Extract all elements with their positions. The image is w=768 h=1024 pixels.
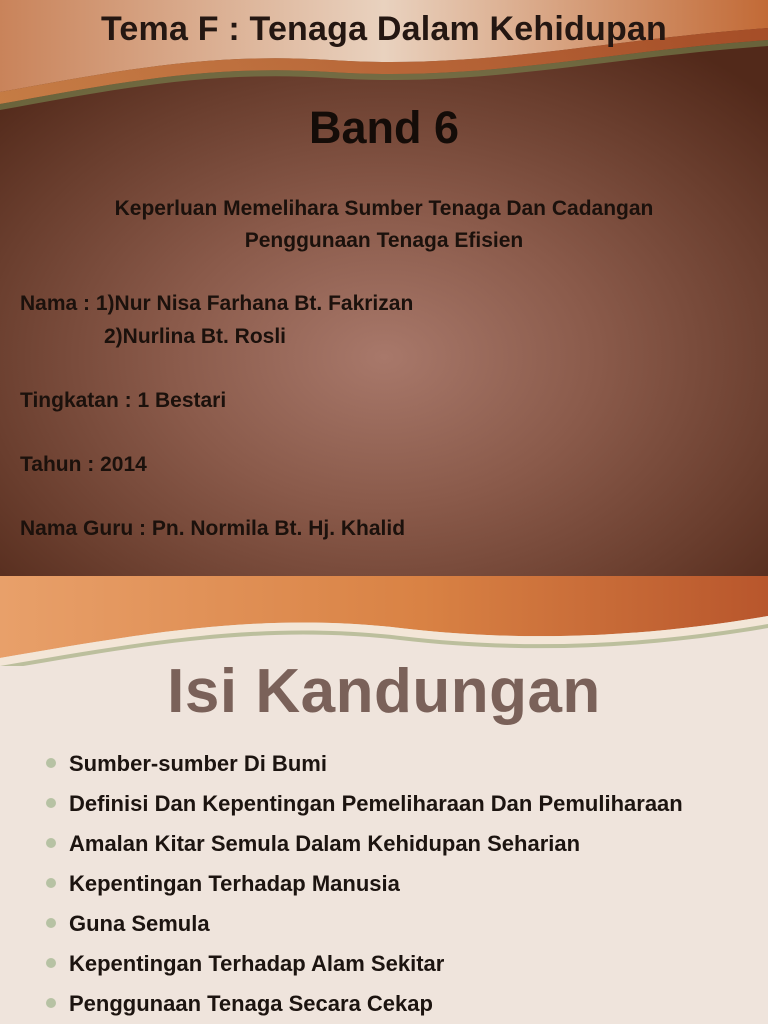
contents-list xyxy=(46,748,746,1024)
nama-line-1: Nama : 1)Nur Nisa Farhana Bt. Fakrizan xyxy=(20,292,414,315)
list-item xyxy=(46,988,746,1020)
bullet-icon xyxy=(46,918,56,928)
tahun-line: Tahun : 2014 xyxy=(20,453,147,476)
list-item xyxy=(46,828,746,860)
decorative-wave-banner xyxy=(0,576,768,666)
subtitle-line-2: Penggunaan Tenaga Efisien xyxy=(244,229,524,252)
bullet-icon xyxy=(46,958,56,968)
list-item xyxy=(46,788,746,820)
list-item-text: Amalan Kitar Semula Dalam Kehidupan Seharian xyxy=(69,831,581,856)
list-item xyxy=(46,748,746,780)
bullet-icon xyxy=(46,798,56,808)
list-item-text: Sumber-sumber Di Bumi xyxy=(69,751,327,776)
list-item-text: Kepentingan Terhadap Alam Sekitar xyxy=(69,951,445,976)
bullet-icon xyxy=(46,998,56,1008)
list-item xyxy=(46,948,746,980)
list-item xyxy=(46,908,746,940)
contents-slide xyxy=(0,576,768,1024)
list-item-text: Kepentingan Terhadap Manusia xyxy=(69,871,400,896)
subtitle-line-1: Keperluan Memelihara Sumber Tenaga Dan Cadangan xyxy=(114,197,654,220)
list-item-text: Penggunaan Tenaga Secara Cekap xyxy=(69,991,433,1016)
band-heading: Band 6 xyxy=(308,102,460,153)
list-item-text: Definisi Dan Kepentingan Pemeliharaan Dan Pemuliharaan xyxy=(69,791,683,816)
slide-title: Tema F : Tenaga Dalam Kehidupan xyxy=(100,10,668,48)
bullet-icon xyxy=(46,758,56,768)
nama-line-2: 2)Nurlina Bt. Rosli xyxy=(104,325,287,348)
list-item xyxy=(46,868,746,900)
bullet-icon xyxy=(46,838,56,848)
list-item-text: Guna Semula xyxy=(69,911,210,936)
guru-line: Nama Guru : Pn. Normila Bt. Hj. Khalid xyxy=(20,517,406,540)
bullet-icon xyxy=(46,878,56,888)
contents-heading: Isi Kandungan xyxy=(167,657,601,726)
tingkatan-line: Tingkatan : 1 Bestari xyxy=(20,389,227,412)
